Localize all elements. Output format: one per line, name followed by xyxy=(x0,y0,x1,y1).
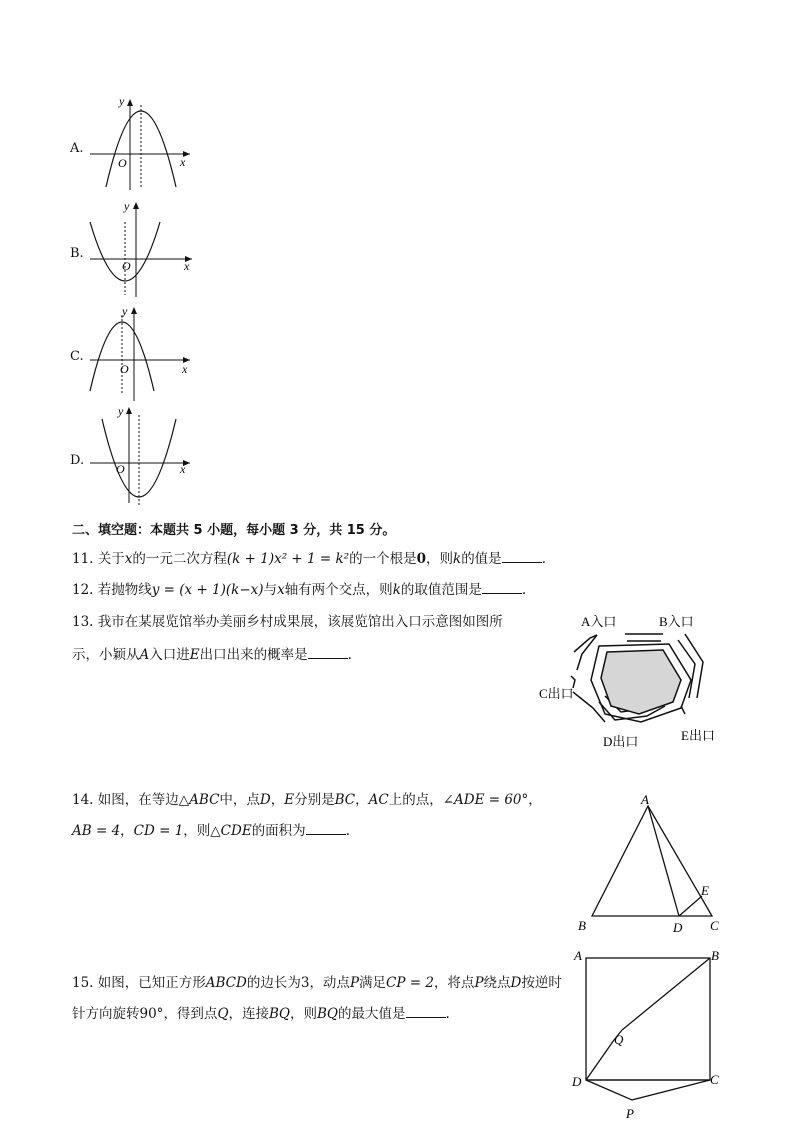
q14-cd: CD = 1 xyxy=(133,823,184,839)
q14-line1-b: 中，点 xyxy=(219,792,260,808)
q15-line1-b: 的边长为 xyxy=(246,975,301,991)
q13-end: . xyxy=(347,647,352,663)
q11-mid3: ，则 xyxy=(426,551,453,567)
q13-answer-blank[interactable] xyxy=(308,646,348,659)
q15-line1-e: ，将点 xyxy=(433,975,475,991)
q14-ac: AC xyxy=(368,792,389,808)
q14-line2-c: 的面积为 xyxy=(251,823,306,839)
q15-bq: BQ xyxy=(269,1006,291,1022)
q15-square-figure xyxy=(568,942,728,1122)
q15-line2-e: 的最大值是 xyxy=(338,1006,406,1022)
q15-label-b: B xyxy=(711,948,719,963)
q12-mid1: 与 xyxy=(263,582,278,598)
question-13-line-1: 13. 我市在某展览馆举办美丽乡村成果展，该展览馆出入口示意图如图所 xyxy=(72,614,503,630)
q15-label-d: D xyxy=(572,1074,582,1089)
question-14-line-1 xyxy=(72,790,542,810)
q14-line1-e: ， xyxy=(355,792,369,808)
q14-triangle-figure xyxy=(572,788,722,938)
q15-line2-b: ，得到点 xyxy=(163,1006,218,1022)
y-axis-label: y xyxy=(122,304,128,318)
question-15-line-2 xyxy=(72,1004,450,1024)
question-11 xyxy=(72,549,546,569)
q14-label-d: D xyxy=(673,920,683,935)
q15-label-q: Q xyxy=(614,1032,624,1047)
origin-label: O xyxy=(122,259,131,273)
option-c-graph xyxy=(70,303,200,403)
q11-mid1: 的一元二次方程 xyxy=(132,551,227,567)
y-axis-label: y xyxy=(118,405,124,418)
x-axis-label: x xyxy=(184,259,190,273)
q12-answer-blank[interactable] xyxy=(482,581,522,594)
q15-bq2: BQ xyxy=(317,1006,339,1022)
q15-line2-d: ，则 xyxy=(290,1006,318,1022)
q14-end: . xyxy=(345,823,350,839)
q12-suffix: 的取值范围是 xyxy=(400,582,482,598)
x-axis-label: x xyxy=(182,362,188,376)
q14-bc: BC xyxy=(334,792,356,808)
option-c-label: C. xyxy=(70,349,84,364)
q11-answer-blank[interactable] xyxy=(502,550,542,563)
q13-var-e: E xyxy=(189,647,200,663)
option-a-label: A. xyxy=(70,141,84,156)
q15-var-p: P xyxy=(349,975,360,991)
option-b-label: B. xyxy=(70,246,84,261)
y-axis-label: y xyxy=(119,95,125,108)
q13-label-d-out: D出口 xyxy=(603,734,639,749)
q12-var-k: k xyxy=(392,582,401,598)
q12-mid2: 轴有两个交点，则 xyxy=(284,582,393,598)
q12-end: . xyxy=(521,582,527,598)
q14-tri: △ABC xyxy=(178,792,220,808)
q14-line1-g: ， xyxy=(528,792,542,808)
q14-tri2: △CDE xyxy=(210,823,252,839)
option-b[interactable] xyxy=(70,200,200,300)
q13-label-e-out: E出口 xyxy=(681,728,715,743)
q11-zero: 0 xyxy=(416,551,426,567)
option-b-graph xyxy=(70,200,200,300)
q15-cp: CP = 2 xyxy=(386,975,434,991)
option-a[interactable] xyxy=(70,95,200,195)
y-axis-label: y xyxy=(124,200,130,213)
question-13-line-2 xyxy=(72,645,352,665)
q15-var-q: Q xyxy=(217,1006,229,1022)
q12-equation: y = (x + 1)(k−x) xyxy=(151,582,264,598)
q15-label-c: C xyxy=(710,1072,719,1087)
q15-three: 3 xyxy=(300,975,310,991)
q13-exhibition-figure xyxy=(535,610,735,750)
q15-line1-d: 满足 xyxy=(359,975,387,991)
q14-line1-a: 14. 如图，在等边 xyxy=(72,792,179,808)
origin-label: O xyxy=(116,462,125,476)
q11-var-x: x xyxy=(124,551,133,567)
q15-line1-a: 15. 如图，已知正方形 xyxy=(72,975,206,991)
q11-suffix: 的值是 xyxy=(461,551,502,567)
option-d-label: D. xyxy=(70,453,85,468)
q15-abcd: ABCD xyxy=(205,975,247,991)
q13-line2-b: 入口进 xyxy=(149,647,190,663)
option-a-graph xyxy=(70,95,200,195)
q15-end: . xyxy=(445,1006,450,1022)
q14-comma: ， xyxy=(120,823,134,839)
q13-label-b-in: B入口 xyxy=(659,614,694,629)
q13-line2-c: 出口出来的概率是 xyxy=(199,647,308,663)
q15-line1-g: 按逆时 xyxy=(521,975,562,991)
q14-label-c: C xyxy=(710,918,719,933)
q14-answer-blank[interactable] xyxy=(306,822,346,835)
q15-deg: 90° xyxy=(139,1006,164,1022)
q14-label-e: E xyxy=(701,883,709,898)
q15-line2-c: ，连接 xyxy=(228,1006,270,1022)
option-c[interactable] xyxy=(70,303,200,403)
question-15-line-1 xyxy=(72,973,562,993)
q14-line2-b: ，则 xyxy=(183,823,211,839)
x-axis-label: x xyxy=(180,155,186,169)
question-12 xyxy=(72,580,526,600)
q14-line1-f: 上的点， xyxy=(388,792,443,808)
section-title: 二、填空题：本题共 5 小题，每小题 3 分，共 15 分。 xyxy=(72,523,396,538)
origin-label: O xyxy=(118,156,127,170)
q14-label-a: A xyxy=(641,792,649,807)
q15-label-a: A xyxy=(574,948,582,963)
q12-var-x: x xyxy=(277,582,285,598)
q15-label-p: P xyxy=(626,1106,634,1121)
q14-label-b: B xyxy=(578,918,586,933)
q14-var-e: E xyxy=(284,792,295,808)
q15-line1-c: ，动点 xyxy=(309,975,350,991)
q15-line2-a: 针方向旋转 xyxy=(72,1006,140,1022)
q14-line1-c: ， xyxy=(270,792,285,808)
q11-mid2: 的一个根是 xyxy=(349,551,417,567)
q11-var-k: k xyxy=(453,551,462,567)
q14-var-d: D xyxy=(259,792,271,808)
q15-line1-f: 绕点 xyxy=(483,975,511,991)
q13-line2-a: 示，小颖从 xyxy=(72,647,140,663)
q14-angle: ∠ADE = 60° xyxy=(442,792,529,808)
q11-equation: (k + 1)x² + 1 = k² xyxy=(226,551,350,567)
q11-prefix: 11. 关于 xyxy=(72,551,125,567)
q15-answer-blank[interactable] xyxy=(406,1005,446,1018)
q13-label-a-in: A入口 xyxy=(581,614,617,629)
q12-prefix: 12. 若抛物线 xyxy=(72,582,152,598)
q13-var-a: A xyxy=(139,647,150,663)
option-d[interactable] xyxy=(70,405,200,510)
q11-end: . xyxy=(541,551,546,567)
q14-line1-d: 分别是 xyxy=(294,792,335,808)
q15-var-p2: P xyxy=(474,975,484,991)
q13-label-c-out: C出口 xyxy=(539,686,574,701)
question-14-line-2 xyxy=(72,821,350,841)
q15-var-d: D xyxy=(510,975,522,991)
q14-ab: AB = 4 xyxy=(72,823,121,839)
option-d-graph xyxy=(70,405,200,510)
origin-label: O xyxy=(120,362,129,376)
x-axis-label: x xyxy=(180,462,186,476)
